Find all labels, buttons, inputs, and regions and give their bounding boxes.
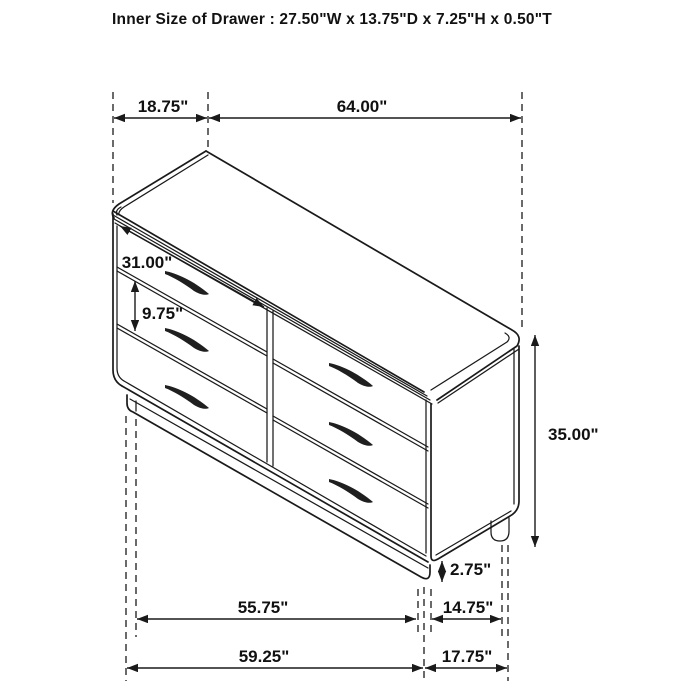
dim-left-offset [114, 97, 207, 118]
front-left-edge-inner [117, 226, 124, 381]
plinth-top-edge [130, 399, 428, 568]
dim-left-offset-label: 18.75" [137, 97, 189, 116]
top-back-right-edge [206, 151, 519, 400]
top-left-edge-inner [119, 155, 208, 215]
side-top-edge [438, 349, 519, 403]
drawer-handle [329, 422, 373, 446]
dim-plinth-height [442, 560, 491, 582]
drawer-handle [165, 385, 209, 409]
dim-plinth-height-label: 2.75" [450, 560, 492, 579]
dim-side-span-inner-label: 14.75" [442, 598, 494, 617]
drawer-handle [165, 271, 209, 295]
top-front-edge [113, 211, 424, 392]
dresser-drawing [112, 151, 519, 579]
drawer-handle [329, 479, 373, 503]
dim-top-width [209, 97, 521, 118]
front-bottom-edge-inner [124, 381, 426, 556]
front-bottom-edge [122, 386, 428, 562]
dresser-side [426, 346, 519, 560]
side-bottom-edge-inner [436, 511, 511, 555]
dim-drawer-width-label: 31.00" [121, 253, 173, 272]
dim-top-width-label: 64.00" [336, 97, 388, 116]
dim-side-span-inner [432, 598, 501, 619]
dim-front-span-inner [137, 598, 416, 619]
dim-front-span-inner-label: 55.75" [237, 598, 289, 617]
dim-front-span-outer-label: 59.25" [238, 647, 290, 666]
dim-front-span-outer [127, 647, 423, 668]
dim-overall-height-label: 35.00" [548, 425, 599, 444]
dim-side-span-outer [425, 647, 507, 668]
dim-drawer-width [120, 226, 264, 307]
drawer-handle [165, 328, 209, 352]
dim-drawer-height-label: 9.75" [142, 304, 184, 323]
dim-overall-height [535, 335, 599, 547]
dimension-annotations [113, 92, 599, 681]
dim-drawer-height [135, 281, 183, 331]
page-title: Inner Size of Drawer : 27.50"W x 13.75"D x 7.25"H x 0.50"T [112, 11, 552, 28]
dim-side-span-outer-label: 17.75" [441, 647, 493, 666]
